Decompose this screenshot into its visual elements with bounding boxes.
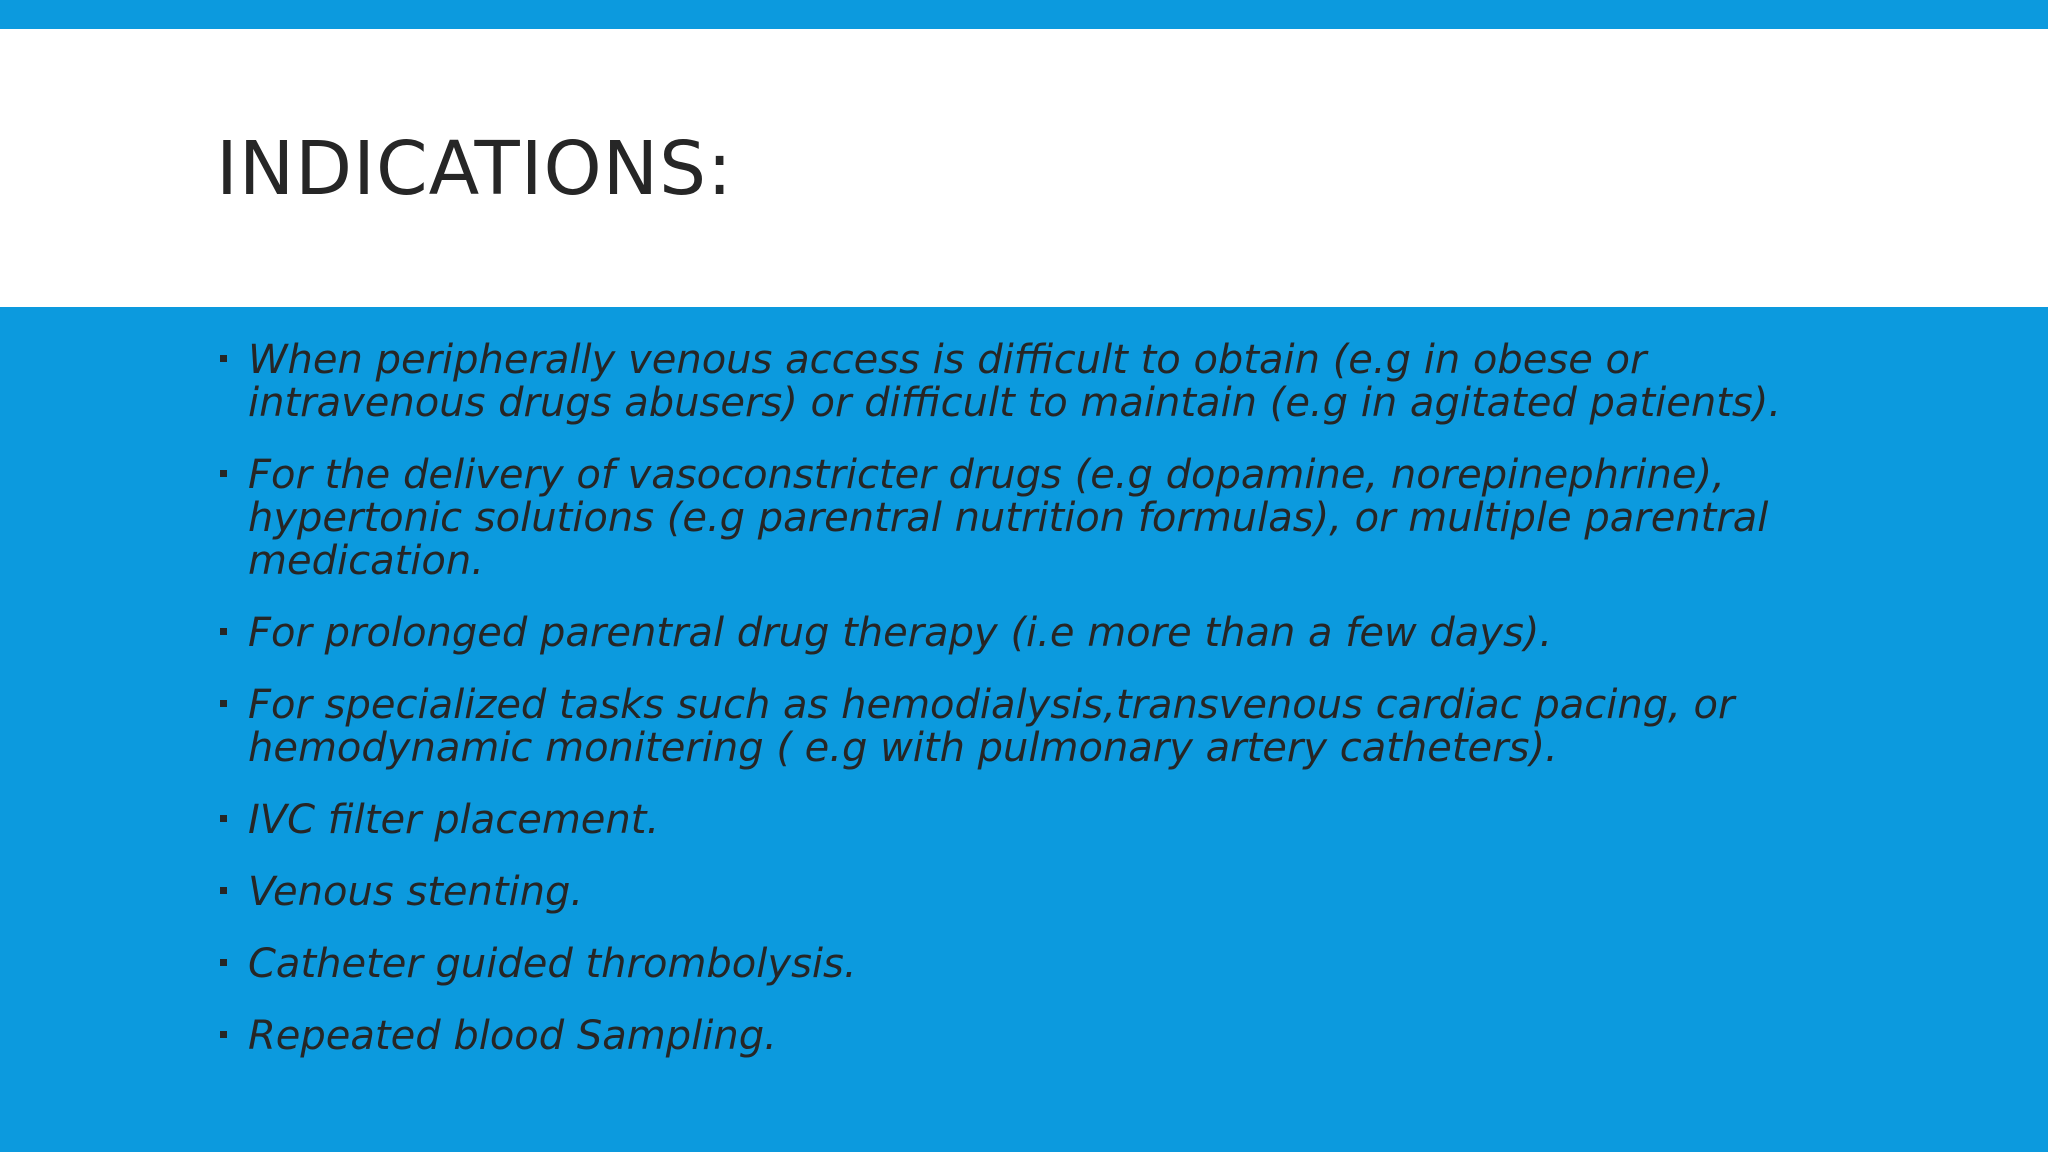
bullet-square-icon: [220, 628, 227, 635]
bullet-list: [216, 339, 1816, 1087]
bullet-item-3: [216, 612, 1816, 655]
bullet-square-icon: [220, 470, 227, 477]
bullet-text: IVC filter placement.: [248, 797, 660, 843]
bullet-item-7: [216, 943, 1816, 986]
bullet-text: For specialized tasks such as hemodialysis,transvenous cardiac pacing, or hemodynamic monitering ( e.g with pulmonary artery catheters).: [248, 682, 1735, 771]
bullet-square-icon: [220, 355, 227, 362]
bullet-square-icon: [220, 815, 227, 822]
bullet-square-icon: [220, 887, 227, 894]
bullet-item-2: [216, 454, 1816, 583]
bullet-square-icon: [220, 959, 227, 966]
bullet-item-6: [216, 871, 1816, 914]
bullet-item-8: [216, 1015, 1816, 1058]
bullet-item-1: [216, 339, 1816, 425]
bullet-text: Catheter guided thrombolysis.: [248, 941, 857, 987]
top-accent-strip: [0, 0, 2048, 29]
bullet-text: For prolonged parentral drug therapy (i.e more than a few days).: [248, 610, 1553, 656]
slide-title: INDICATIONS:: [216, 126, 734, 212]
bullet-text: Repeated blood Sampling.: [248, 1013, 777, 1059]
bullet-item-5: [216, 799, 1816, 842]
bullet-square-icon: [220, 1031, 227, 1038]
bullet-square-icon: [220, 700, 227, 707]
bullet-text: For the delivery of vasoconstricter drugs (e.g dopamine, norepinephrine), hypertonic solutions (e.g parentral nutrition formulas), or multiple parentral medication.: [248, 452, 1769, 584]
bullet-item-4: [216, 684, 1816, 770]
bullet-text: Venous stenting.: [248, 869, 584, 915]
bullet-text: When peripherally venous access is difficult to obtain (e.g in obese or intravenous drugs abusers) or difficult to maintain (e.g in agitated patients).: [248, 337, 1782, 426]
